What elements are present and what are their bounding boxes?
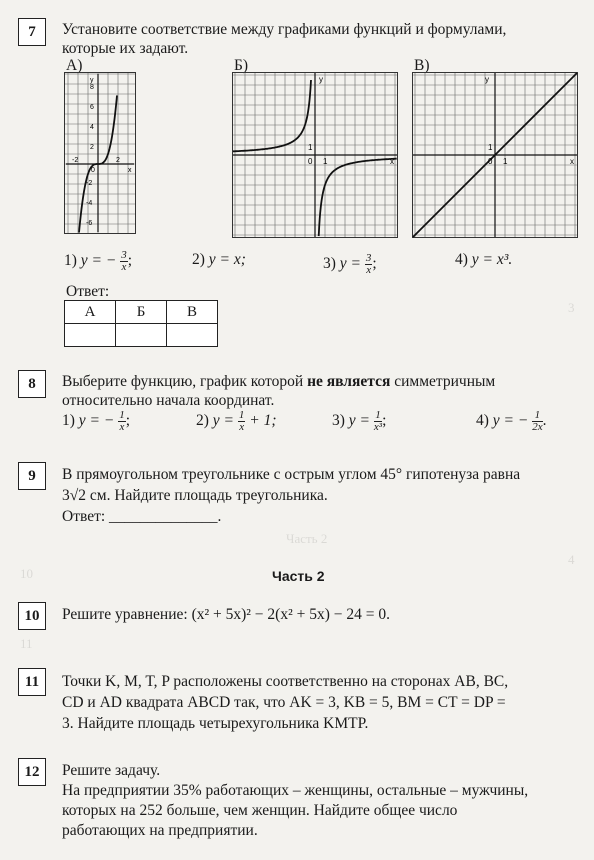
graph-a-y-label: y — [90, 77, 94, 84]
q8-text-line1: Выберите функцию, график которой не является симметричным — [62, 373, 496, 390]
answer-cell-c[interactable] — [167, 324, 218, 347]
question-number-9: 9 — [18, 462, 46, 490]
graph-a-tick: 2 — [116, 157, 120, 164]
q8-option-4: 4) y = − $\frac{1}{2x}$ . — [476, 409, 547, 433]
graph-a-grid — [64, 72, 136, 234]
graph-b-tick: 1 — [308, 143, 313, 152]
q11-text-line1: Точки K, M, T, P расположены соответственно на сторонах AB, BC, — [62, 673, 509, 690]
part-2-heading: Часть 2 — [272, 568, 325, 584]
answer-header-a: А — [65, 301, 116, 324]
q8-option-3: 3) y = $\frac{1}{\text{x³}}$ ; — [332, 409, 387, 433]
graph-label-c: В) — [414, 57, 430, 74]
q12-text-line1: Решите задачу. — [62, 762, 161, 779]
question-number-10: 10 — [18, 602, 46, 630]
q8-text-line2: относительно начала координат. — [62, 392, 275, 409]
q9-text-line1: В прямоугольном треугольнике с острым углом 45° гипотенуза равна — [62, 466, 521, 483]
bleed-text: Часть 2 — [286, 531, 328, 546]
q7-option-1: 1) y = − $\frac{3}{x}$ ; — [64, 249, 133, 273]
graph-c-line — [412, 72, 578, 238]
graph-c-tick: 1 — [503, 157, 508, 166]
graph-a-tick: 8 — [90, 84, 94, 91]
bleed-text: 11 — [20, 636, 33, 651]
q12-text-line4: работающих на предприятии. — [62, 822, 258, 839]
graph-b-x-label: x — [390, 157, 394, 166]
answer-cell-a[interactable] — [65, 324, 116, 347]
q7-option-3: 3) y = $\frac{3}{x}$ ; — [323, 252, 377, 276]
answer-header-c: В — [167, 301, 218, 324]
question-number-12: 12 — [18, 758, 46, 786]
bleed-text: 4 — [568, 552, 575, 567]
graph-a-cubic — [64, 72, 136, 234]
q8-option-1: 1) y = − $\frac{1}{x}$ ; — [62, 409, 131, 433]
graph-b-tick: 0 — [308, 157, 313, 166]
graph-a-x-label: x — [128, 167, 132, 174]
graph-frame — [65, 73, 136, 234]
graph-label-b: Б) — [234, 57, 249, 74]
graph-c-x-label: x — [570, 157, 574, 166]
answer-header-b: Б — [116, 301, 167, 324]
q12-text-line3: которых на 252 больше, чем женщин. Найдите общее число — [62, 802, 458, 819]
graph-a-tick: -4 — [86, 200, 93, 207]
graph-b-tick: 1 — [323, 157, 328, 166]
bleed-text: 3 — [568, 300, 575, 315]
q10-text: Решите уравнение: (x² + 5x)² − 2(x² + 5x) − 24 = 0. — [62, 606, 390, 623]
graph-a-tick: -2 — [86, 180, 93, 187]
q7-text-line2: которые их задают. — [62, 40, 189, 57]
graph-label-a: А) — [66, 57, 83, 74]
bleed-text: 10 — [20, 566, 33, 581]
answer-cell-b[interactable] — [116, 324, 167, 347]
graph-a-tick: 2 — [90, 144, 94, 151]
q11-text-line3: 3. Найдите площадь четырехугольника KMTP. — [62, 715, 369, 732]
graph-a-tick: 6 — [90, 104, 94, 111]
graph-c-tick: 0 — [488, 157, 493, 166]
q8-option-2: 2) y = $\frac{1}{x}$ + 1; — [196, 409, 277, 433]
graph-b-branch-left — [233, 80, 311, 151]
q12-text-line2: На предприятии 35% работающих – женщины, остальные – мужчины, — [62, 782, 529, 799]
q11-text-line2: CD и AD квадрата ABCD так, что AK = 3, KB = 5, BM = CT = DP = — [62, 694, 506, 711]
graph-c-y-label: y — [485, 75, 489, 84]
q7-answer-label: Ответ: — [66, 283, 110, 300]
q9-text-line2: 3√2 см. Найдите площадь треугольника. — [62, 487, 328, 504]
graph-a-tick: -6 — [86, 220, 93, 227]
q9-answer-line[interactable]: Ответ: ______________. — [62, 508, 222, 525]
q7-answer-table[interactable] — [64, 300, 218, 347]
graph-b-y-label: y — [319, 75, 323, 84]
question-number-8: 8 — [18, 370, 46, 398]
q7-option-4: 4) y = x³. — [455, 251, 513, 268]
question-number-7: 7 — [18, 18, 46, 46]
q7-option-2: 2) y = x; — [192, 251, 246, 268]
question-number-11: 11 — [18, 668, 46, 696]
graph-a-tick: 0 — [91, 167, 95, 174]
graph-a-tick: 4 — [90, 124, 94, 131]
graph-c-tick: 1 — [488, 143, 493, 152]
q7-text-line1: Установите соответствие между графиками функций и формулами, — [62, 21, 507, 38]
graph-b-hyperbola — [232, 72, 398, 238]
graph-a-tick: -2 — [72, 157, 79, 164]
